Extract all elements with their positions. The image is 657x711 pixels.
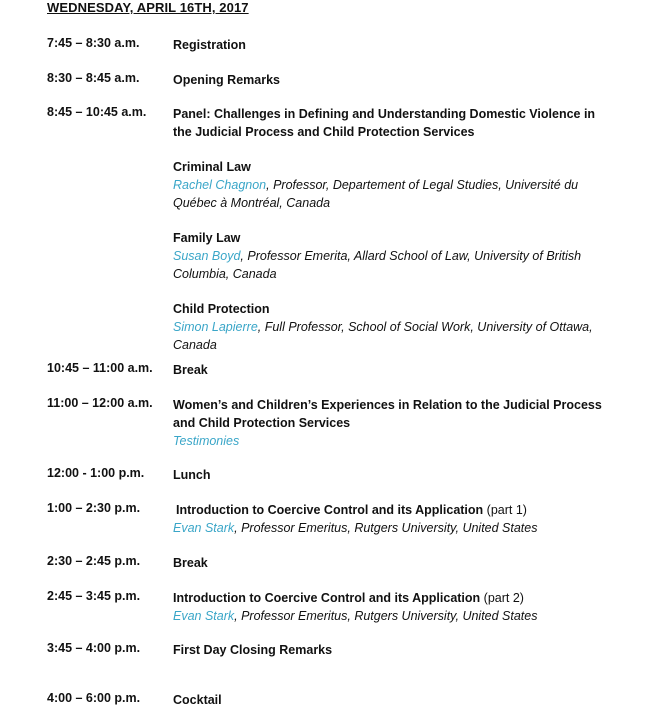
session-time: 8:45 – 10:45 a.m. <box>47 105 147 119</box>
session-time: 2:45 – 3:45 p.m. <box>47 589 141 603</box>
speaker-affiliation: , Professor Emerita, Allard School of Law, University of British Columbia, Canada <box>173 249 582 281</box>
session-title: Introduction to Coercive Control and its Application <box>176 503 484 517</box>
speaker-name: Simon Lapierre <box>173 320 258 334</box>
session-title: Women’s and Children’s Experiences in Relation to the Judicial Process and Child Protection Services <box>173 398 602 430</box>
session-title: Panel: Challenges in Defining and Understanding Domestic Violence in the Judicial Process and Child Protection Services <box>173 107 596 139</box>
session-title: Cocktail <box>173 693 222 707</box>
speaker-line <box>173 318 603 354</box>
session-time: 4:00 – 6:00 p.m. <box>47 691 141 705</box>
speaker-affiliation: , Professor, Departement of Legal Studies, Université du Québec à Montréal, Canada <box>173 178 579 210</box>
session-title: Introduction to Coercive Control and its Application <box>173 591 481 605</box>
session-title: Lunch <box>173 468 211 482</box>
day-heading: WEDNESDAY, APRIL 16TH, 2017 <box>47 0 249 15</box>
session-time: 11:00 – 12:00 a.m. <box>47 396 153 410</box>
speaker-line <box>173 247 603 283</box>
panel-subsection <box>173 158 603 212</box>
session-title: Break <box>173 363 208 377</box>
speaker-name: Evan Stark <box>173 609 235 623</box>
speaker-line <box>173 176 603 212</box>
speaker-name: Rachel Chagnon <box>173 178 267 192</box>
speaker-name: Evan Stark <box>173 521 235 535</box>
session-subtitle: Testimonies <box>173 434 240 448</box>
session-title: Registration <box>173 38 246 52</box>
speaker-line <box>173 607 603 625</box>
subsection-topic: Child Protection <box>173 302 270 316</box>
subsection-topic: Criminal Law <box>173 160 251 174</box>
panel-subsection <box>173 229 603 283</box>
session-title: Break <box>173 556 208 570</box>
speaker-affiliation: , Full Professor, School of Social Work, University of Ottawa, Canada <box>173 320 593 352</box>
session-time: 1:00 – 2:30 p.m. <box>47 501 141 515</box>
session-title: First Day Closing Remarks <box>173 643 333 657</box>
session-part: (part 2) <box>480 591 524 605</box>
session-time: 12:00 - 1:00 p.m. <box>47 466 145 480</box>
session-time: 2:30 – 2:45 p.m. <box>47 554 141 568</box>
panel-subsection <box>173 300 603 354</box>
speaker-affiliation: , Professor Emeritus, Rutgers University, United States <box>234 521 538 535</box>
speaker-name: Susan Boyd <box>173 249 241 263</box>
session-time: 3:45 – 4:00 p.m. <box>47 641 141 655</box>
speaker-line <box>173 519 603 537</box>
session-part: (part 1) <box>483 503 527 517</box>
session-time: 8:30 – 8:45 a.m. <box>47 71 140 85</box>
subsection-topic: Family Law <box>173 231 241 245</box>
session-title: Opening Remarks <box>173 73 280 87</box>
speaker-affiliation: , Professor Emeritus, Rutgers University, United States <box>234 609 538 623</box>
session-time: 10:45 – 11:00 a.m. <box>47 361 153 375</box>
session-time: 7:45 – 8:30 a.m. <box>47 36 140 50</box>
